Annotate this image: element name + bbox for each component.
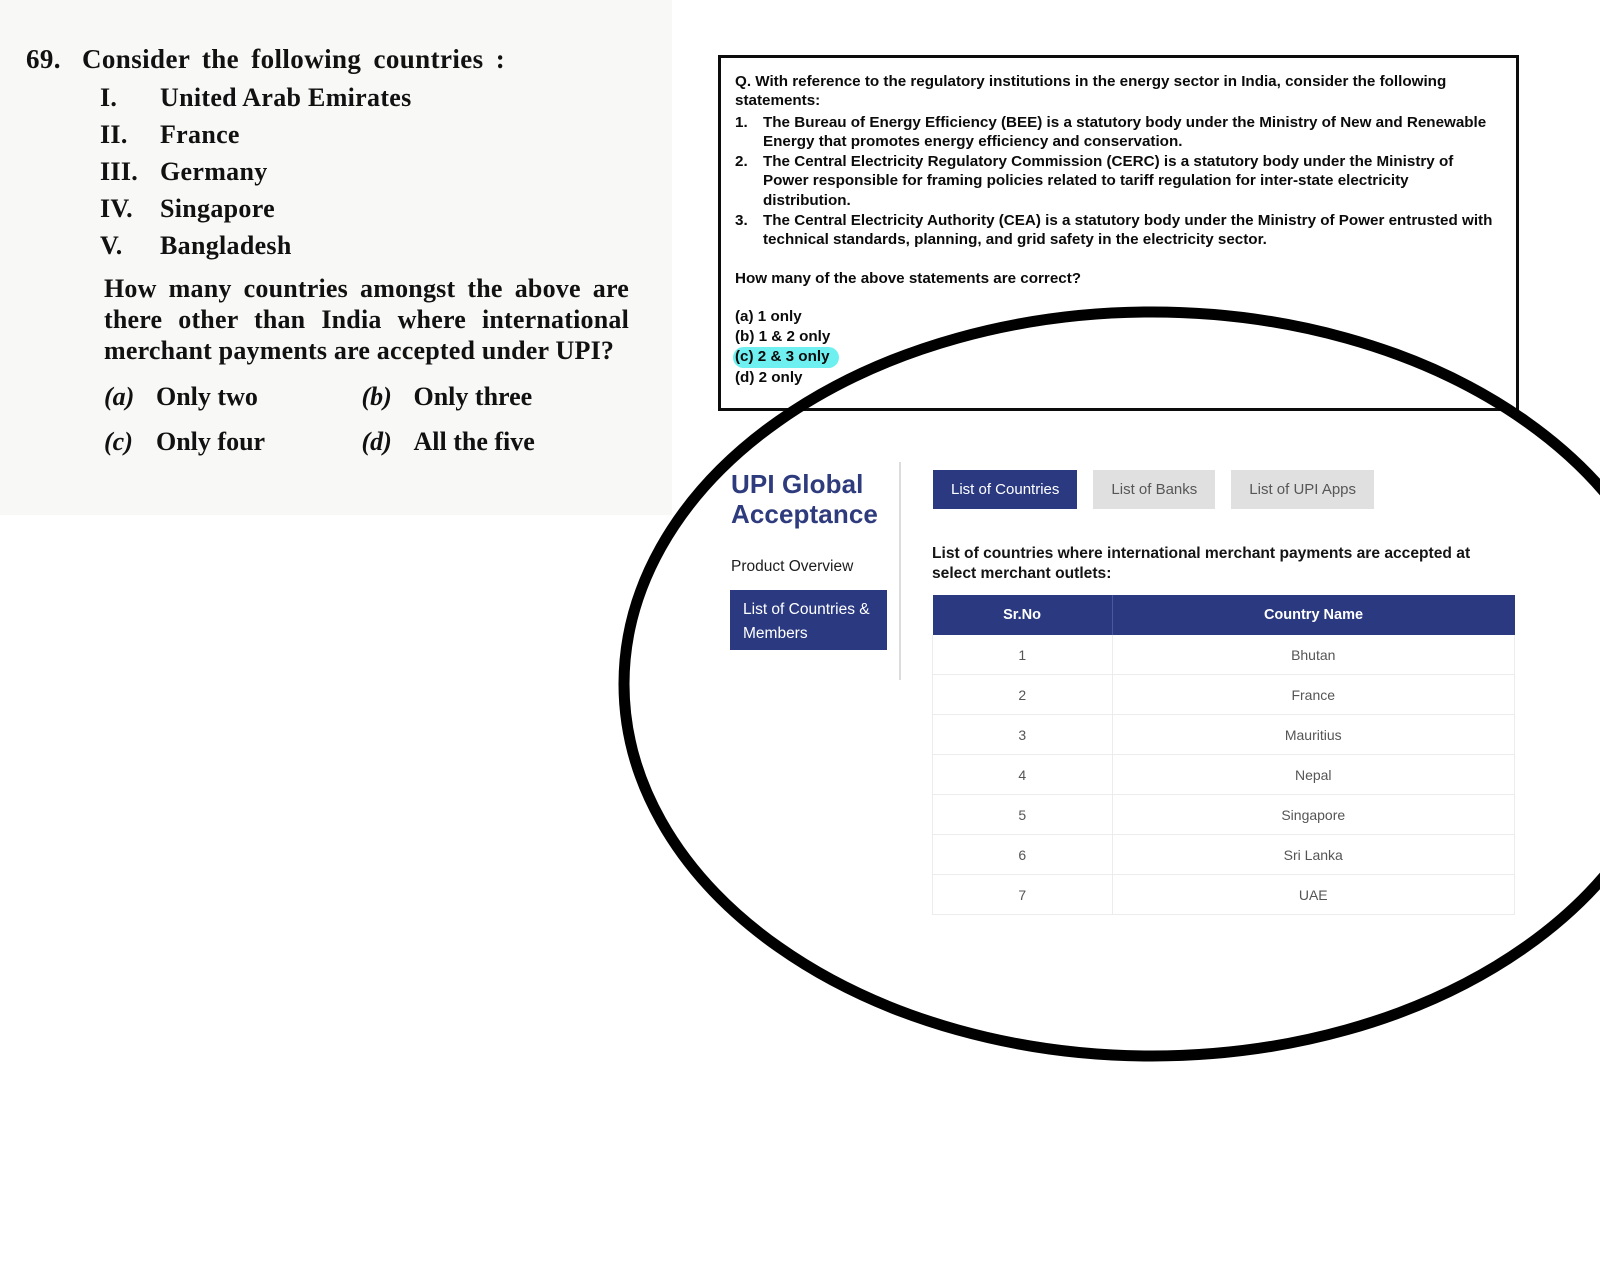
mcq-option-a: (a) 1 only (735, 307, 802, 325)
cell-sr-no: 3 (933, 715, 1113, 755)
mcq-option-b: (b) 1 & 2 only (735, 328, 831, 346)
list-item-label: Singapore (160, 194, 275, 223)
list-item-numeral: V. (100, 231, 123, 260)
list-item-numeral: I. (100, 83, 118, 112)
upi-global-acceptance-panel (700, 432, 1600, 932)
option-label: Only two (156, 381, 258, 411)
option-a (104, 382, 362, 412)
option-c (104, 427, 362, 457)
scanned-question-panel (0, 0, 672, 515)
list-item-label: Bangladesh (160, 231, 292, 260)
question-stem: Consider the following countries : (82, 44, 506, 74)
table-row (933, 675, 1515, 715)
mcq-statement (735, 113, 1500, 152)
mcq-options (735, 307, 1500, 388)
table-row (933, 755, 1515, 795)
table-row (933, 715, 1515, 755)
option-b (362, 382, 620, 412)
list-item (100, 157, 646, 187)
mcq-stem: Q. With reference to the regulatory institutions in the energy sector in India, consider the following statements: (735, 73, 1447, 110)
mcq-statement-text: The Central Electricity Authority (CEA) is a statutory body under the Ministry of Power entrusted with technical standards, planning, and grid safety in the electricity sector. (763, 212, 1493, 249)
option-label: Only three (413, 381, 533, 411)
scanned-question-content (26, 44, 646, 472)
cell-country-name: Bhutan (1112, 635, 1515, 675)
cell-country-name: France (1112, 675, 1515, 715)
tab-list-of-banks[interactable]: List of Banks (1093, 470, 1215, 509)
cell-country-name: Mauritius (1112, 715, 1515, 755)
question-heading (26, 44, 646, 75)
tab-list-of-upi-apps[interactable]: List of UPI Apps (1231, 470, 1374, 509)
list-item (100, 83, 646, 113)
option-key: (d) (361, 426, 392, 456)
mcq-content (721, 58, 1516, 398)
mcq-statement-number: 1. (735, 113, 748, 131)
option-key: (c) (104, 426, 133, 456)
cell-country-name: Sri Lanka (1112, 835, 1515, 875)
list-item-numeral: IV. (100, 194, 133, 223)
option-row (104, 427, 619, 457)
option-label: Only four (156, 426, 266, 456)
mcq-statement (735, 152, 1500, 210)
mcq-statement-text: The Central Electricity Regulatory Commission (CERC) is a statutory body under the Ministry of Power responsible for framing policies related to tariff regulation for inter-state electricity distribution. (763, 153, 1454, 209)
cell-country-name: UAE (1112, 875, 1515, 915)
question-options (104, 382, 619, 457)
option-key: (b) (361, 381, 392, 411)
table-row (933, 635, 1515, 675)
list-item-numeral: II. (100, 120, 128, 149)
mcq-question-box (718, 55, 1519, 411)
list-item (100, 231, 646, 261)
table-row (933, 875, 1515, 915)
tab-list-of-countries[interactable]: List of Countries (933, 470, 1077, 509)
mcq-statement-number: 2. (735, 153, 748, 171)
sidebar-divider (899, 462, 901, 680)
table-row (933, 835, 1515, 875)
cell-sr-no: 6 (933, 835, 1113, 875)
roman-numeral-list (100, 83, 646, 261)
option-d (362, 427, 620, 457)
cell-sr-no: 1 (933, 635, 1113, 675)
list-item-numeral: III. (100, 157, 139, 186)
mcq-statement (735, 211, 1500, 250)
tab-bar (933, 470, 1374, 509)
cell-sr-no: 2 (933, 675, 1113, 715)
mcq-option-d: (d) 2 only (735, 368, 803, 386)
cell-country-name: Singapore (1112, 795, 1515, 835)
list-item (100, 120, 646, 150)
cell-sr-no: 5 (933, 795, 1113, 835)
mcq-option-c-highlighted: (c) 2 & 3 only (733, 347, 839, 367)
list-item-label: Germany (160, 157, 268, 186)
column-header-sr-no: Sr.No (933, 595, 1113, 635)
list-item (100, 194, 646, 224)
mcq-statement-text: The Bureau of Energy Efficiency (BEE) is a statutory body under the Ministry of New and Renewable Energy that promotes energy efficiency and conservation. (763, 113, 1487, 150)
mcq-statement-number: 3. (735, 212, 748, 230)
mcq-ask-line: How many of the above statements are correct? (735, 269, 1082, 287)
sidebar-item-list-of-countries-and-members[interactable]: List of Countries & Members (730, 590, 887, 650)
option-key: (a) (104, 381, 135, 411)
question-body-text: How many countries amongst the above are there other than India where international merchant payments are accepted under UPI? (104, 274, 629, 365)
list-item-label: France (160, 120, 240, 149)
sidebar-section-product-overview[interactable]: Product Overview (731, 558, 854, 575)
column-header-country-name: Country Name (1112, 595, 1515, 635)
country-table (932, 595, 1515, 915)
table-caption: List of countries where international merchant payments are accepted at select merchant outlets: (932, 545, 1471, 582)
cell-sr-no: 4 (933, 755, 1113, 795)
cell-sr-no: 7 (933, 875, 1113, 915)
page-title: UPI Global Acceptance (731, 469, 878, 530)
table-row (933, 795, 1515, 835)
cell-country-name: Nepal (1112, 755, 1515, 795)
table-header-row (933, 595, 1515, 635)
list-item-label: United Arab Emirates (160, 83, 412, 112)
option-row (104, 382, 619, 412)
option-label: All the five (413, 426, 535, 456)
question-number: 69. (26, 44, 61, 74)
